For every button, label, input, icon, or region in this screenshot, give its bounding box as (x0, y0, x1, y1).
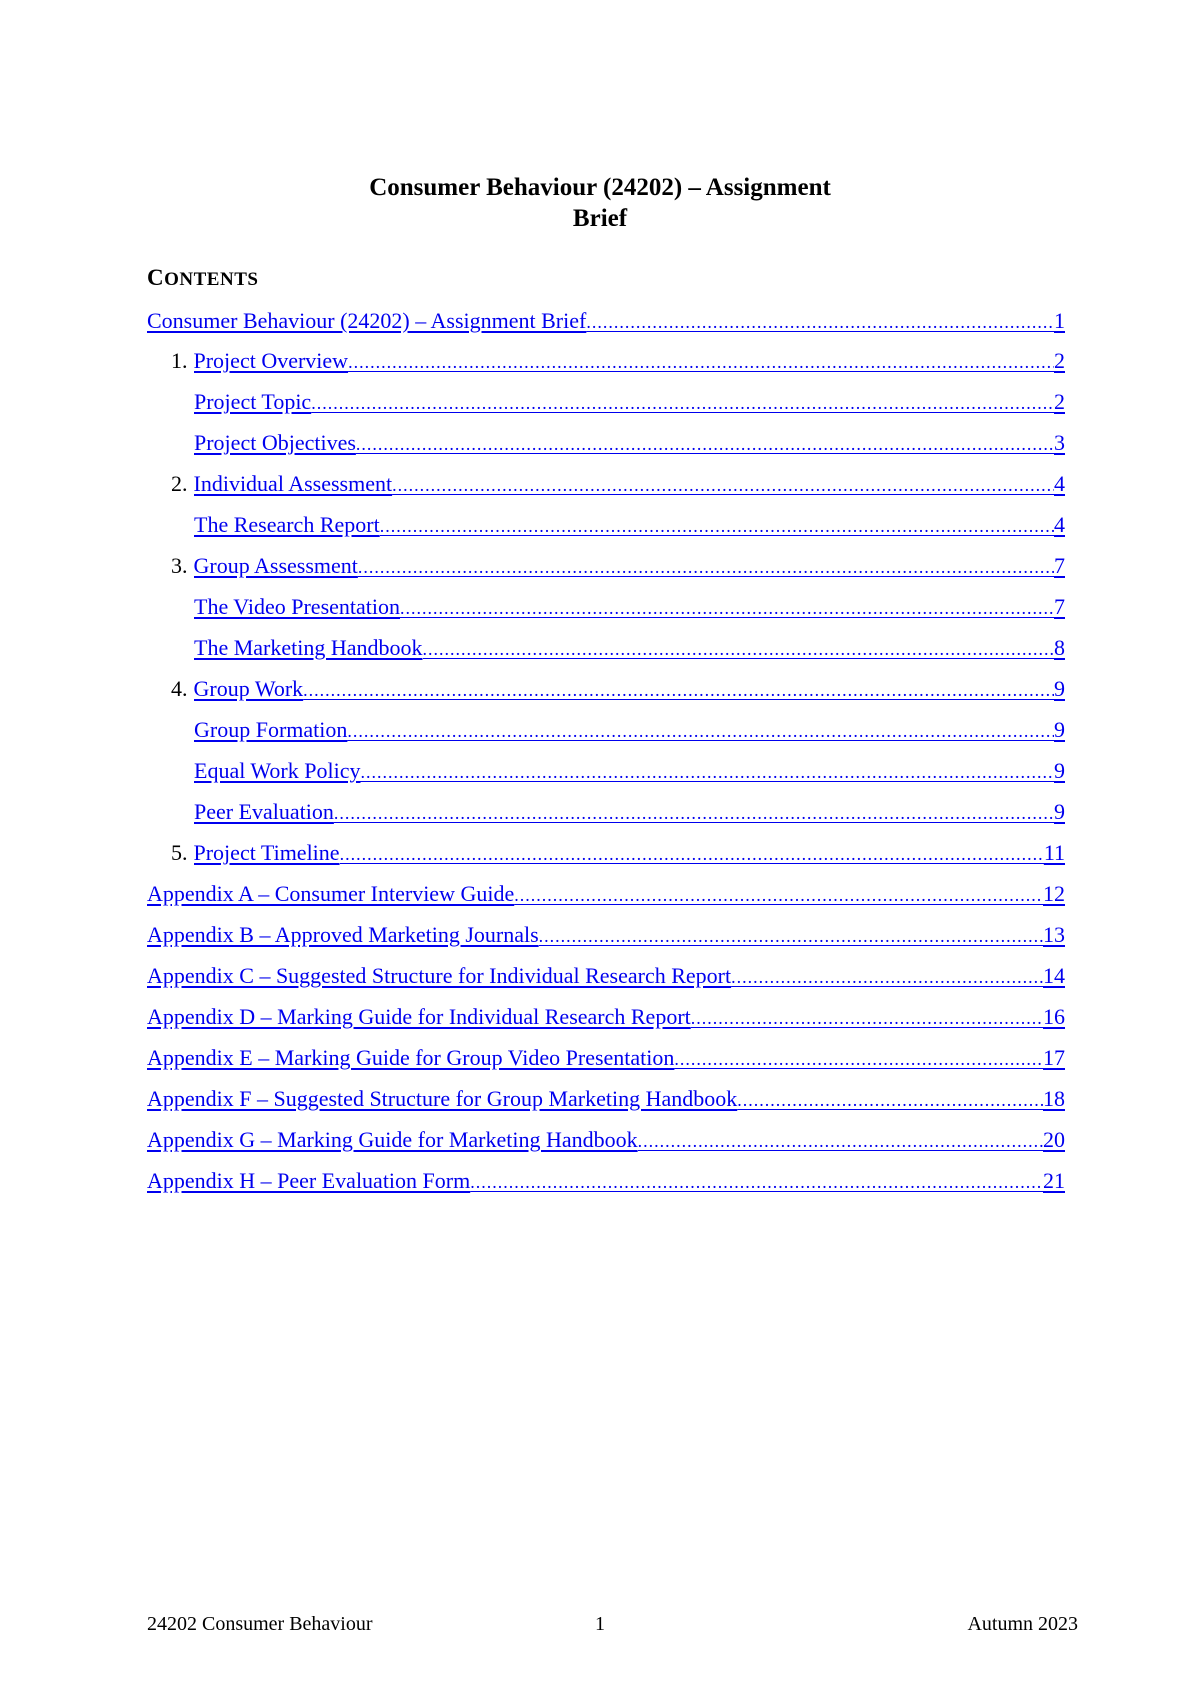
toc-link-group-assessment[interactable] (194, 551, 1066, 582)
toc-entry-label: Appendix B – Approved Marketing Journals (147, 922, 539, 947)
toc-leader-dots (731, 962, 1043, 992)
toc-entry-appendix-f[interactable] (147, 1084, 1065, 1114)
toc-leader-dots (539, 921, 1043, 951)
toc-entry-label: Group Assessment (193, 553, 358, 578)
toc-entry-group-assessment[interactable] (171, 551, 1065, 581)
toc-entry-assignment-brief[interactable] (147, 306, 1065, 336)
toc-leader-dots (348, 347, 1054, 377)
toc-entry-research-report[interactable] (194, 510, 1065, 540)
toc-entry-video-presentation[interactable] (194, 592, 1065, 622)
footer-course-name: 24202 Consumer Behaviour (147, 1613, 373, 1635)
toc-entry-project-overview[interactable] (171, 346, 1065, 376)
toc-leader-dots (691, 1003, 1043, 1033)
footer-page-number: 1 (595, 1613, 605, 1635)
toc-entry-appendix-h[interactable] (147, 1166, 1065, 1196)
toc-entry-label: Appendix H – Peer Evaluation Form (147, 1168, 471, 1193)
toc-entry-page: 3 (1054, 430, 1065, 455)
toc-entry-appendix-d[interactable] (147, 1002, 1065, 1032)
toc-entry-page: 2 (1054, 348, 1065, 373)
contents-heading (147, 265, 258, 291)
toc-link-group-formation[interactable] (194, 715, 1065, 746)
toc-entry-project-timeline[interactable] (171, 838, 1065, 868)
toc-link-peer-evaluation[interactable] (194, 797, 1065, 828)
toc-leader-dots (392, 470, 1054, 500)
toc-entry-label: Consumer Behaviour (24202) – Assignment Brief (147, 308, 587, 333)
toc-entry-appendix-g[interactable] (147, 1125, 1065, 1155)
toc-leader-dots (340, 839, 1044, 869)
toc-leader-dots (423, 634, 1055, 664)
toc-entry-page: 4 (1054, 471, 1065, 496)
toc-entry-label: Appendix G – Marking Guide for Marketing Handbook (147, 1127, 638, 1152)
toc-entry-appendix-a[interactable] (147, 879, 1065, 909)
contents-heading-initial: C (147, 265, 165, 290)
toc-link-appendix-f[interactable] (147, 1084, 1065, 1115)
toc-leader-dots (303, 675, 1054, 705)
toc-link-appendix-e[interactable] (147, 1043, 1065, 1074)
toc-link-appendix-h[interactable] (147, 1166, 1065, 1197)
toc-link-research-report[interactable] (194, 510, 1065, 541)
toc-entry-label: Project Objectives (194, 430, 356, 455)
toc-leader-dots (311, 388, 1054, 418)
toc-link-individual-assessment[interactable] (194, 469, 1066, 500)
toc-entry-page: 7 (1054, 553, 1065, 578)
toc-leader-dots (737, 1085, 1043, 1115)
toc-entry-number: 4. (171, 676, 188, 701)
toc-entry-page: 9 (1054, 799, 1065, 824)
toc-entry-appendix-e[interactable] (147, 1043, 1065, 1073)
document-title-line-2: Brief (572, 205, 628, 232)
toc-entry-page: 4 (1054, 512, 1065, 537)
toc-entry-label: Peer Evaluation (194, 799, 334, 824)
toc-entry-page: 16 (1043, 1004, 1065, 1029)
toc-entry-page: 8 (1054, 635, 1065, 660)
toc-entry-label: Appendix C – Suggested Structure for Individual Research Report (147, 963, 732, 988)
toc-entry-page: 12 (1043, 881, 1065, 906)
toc-entry-project-topic[interactable] (194, 387, 1065, 417)
toc-entry-page: 20 (1043, 1127, 1065, 1152)
toc-link-appendix-d[interactable] (147, 1002, 1065, 1033)
toc-entry-number: 1. (171, 348, 188, 373)
toc-entry-label: Project Overview (193, 348, 349, 373)
toc-entry-label: Appendix E – Marking Guide for Group Video Presentation (147, 1045, 675, 1070)
toc-entry-equal-work-policy[interactable] (194, 756, 1065, 786)
toc-entry-page: 13 (1043, 922, 1065, 947)
toc-leader-dots (514, 880, 1043, 910)
toc-entry-label: Equal Work Policy (194, 758, 361, 783)
toc-link-appendix-c[interactable] (147, 961, 1065, 992)
toc-link-appendix-g[interactable] (147, 1125, 1065, 1156)
toc-entry-page: 7 (1054, 594, 1065, 619)
toc-entry-page: 1 (1054, 308, 1065, 333)
toc-leader-dots (674, 1044, 1043, 1074)
toc-entry-page: 9 (1054, 717, 1065, 742)
toc-entry-label: The Video Presentation (194, 594, 401, 619)
toc-entry-group-work[interactable] (171, 674, 1065, 704)
toc-entry-label: Appendix F – Suggested Structure for Group Marketing Handbook (147, 1086, 738, 1111)
toc-link-project-objectives[interactable] (194, 428, 1065, 459)
toc-entry-page: 18 (1043, 1086, 1065, 1111)
toc-leader-dots (638, 1126, 1043, 1156)
toc-entry-marketing-handbook[interactable] (194, 633, 1065, 663)
toc-link-assignment-brief[interactable] (147, 306, 1065, 337)
toc-link-marketing-handbook[interactable] (194, 633, 1065, 664)
toc-leader-dots (400, 593, 1054, 623)
toc-link-video-presentation[interactable] (194, 592, 1065, 623)
toc-entry-label: Appendix A – Consumer Interview Guide (147, 881, 515, 906)
toc-entry-peer-evaluation[interactable] (194, 797, 1065, 827)
toc-leader-dots (470, 1167, 1043, 1197)
toc-entry-label: Project Timeline (193, 840, 340, 865)
toc-entry-label: The Research Report (194, 512, 380, 537)
toc-entry-appendix-c[interactable] (147, 961, 1065, 991)
document-title-line-1: Consumer Behaviour (24202) – Assignment (369, 174, 831, 201)
toc-leader-dots (358, 552, 1054, 582)
toc-leader-dots (347, 716, 1054, 746)
toc-entry-page: 14 (1043, 963, 1065, 988)
toc-entry-number: 3. (171, 553, 188, 578)
toc-leader-dots (360, 757, 1054, 787)
toc-link-project-timeline[interactable] (194, 838, 1066, 869)
toc-link-appendix-a[interactable] (147, 879, 1065, 910)
toc-entry-page: 11 (1043, 840, 1065, 865)
toc-entry-page: 17 (1043, 1045, 1065, 1070)
contents-heading-rest: ONTENTS (164, 269, 259, 290)
toc-entry-label: Project Topic (194, 389, 312, 414)
toc-entry-page: 9 (1054, 758, 1065, 783)
toc-leader-dots (586, 307, 1054, 337)
toc-entry-page: 21 (1043, 1168, 1065, 1193)
document-title (0, 172, 1200, 234)
toc-entry-label: Group Formation (194, 717, 348, 742)
toc-entry-appendix-b[interactable] (147, 920, 1065, 950)
toc-link-group-work[interactable] (194, 674, 1066, 705)
toc-entry-group-formation[interactable] (194, 715, 1065, 745)
toc-entry-label: The Marketing Handbook (194, 635, 423, 660)
toc-entry-page: 2 (1054, 389, 1065, 414)
toc-entry-label: Individual Assessment (193, 471, 393, 496)
toc-leader-dots (334, 798, 1054, 828)
toc-entry-number: 5. (171, 840, 188, 865)
toc-entry-label: Group Work (193, 676, 304, 701)
toc-link-project-topic[interactable] (194, 387, 1065, 418)
toc-entry-number: 2. (171, 471, 188, 496)
footer-term: Autumn 2023 (967, 1613, 1078, 1635)
toc-link-appendix-b[interactable] (147, 920, 1065, 951)
toc-entry-label: Appendix D – Marking Guide for Individual Research Report (147, 1004, 691, 1029)
toc-link-equal-work-policy[interactable] (194, 756, 1065, 787)
toc-entry-page: 9 (1054, 676, 1065, 701)
toc-link-project-overview[interactable] (194, 346, 1066, 377)
toc-leader-dots (356, 429, 1054, 459)
toc-entry-individual-assessment[interactable] (171, 469, 1065, 499)
toc-entry-project-objectives[interactable] (194, 428, 1065, 458)
toc-leader-dots (380, 511, 1054, 541)
